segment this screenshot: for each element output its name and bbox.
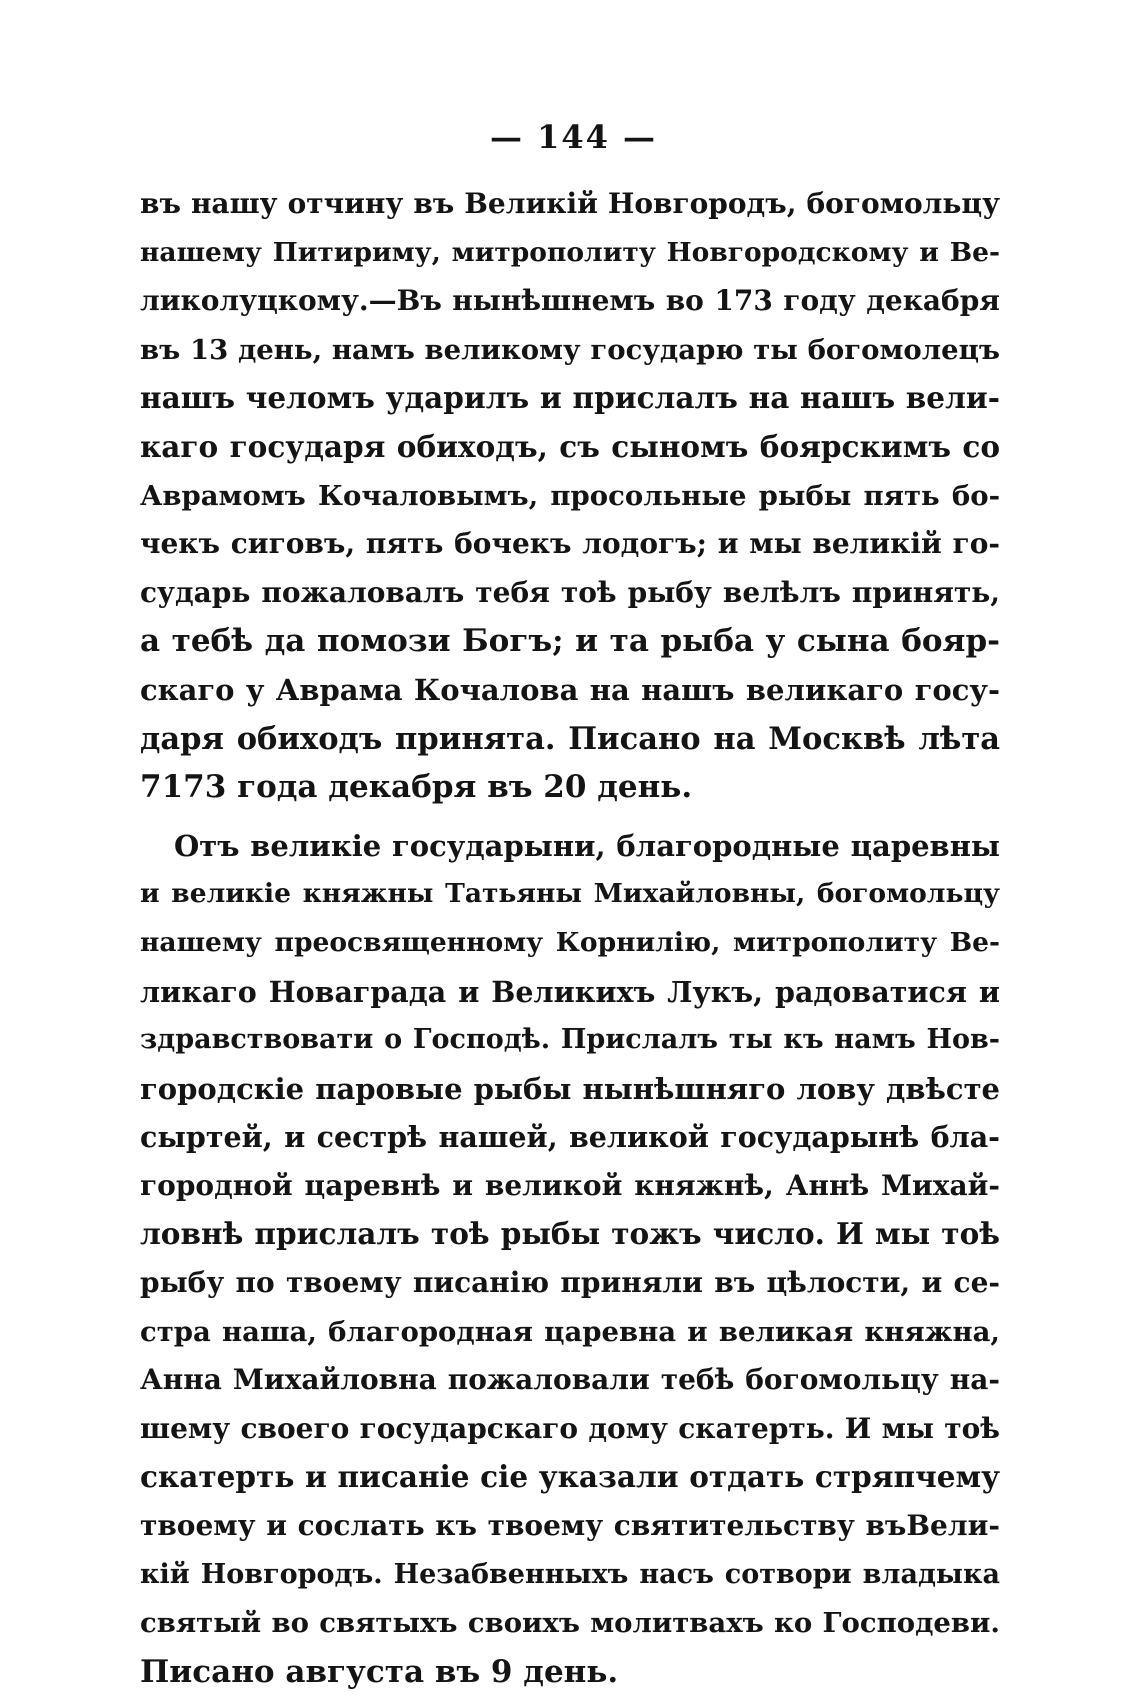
text-line: и великіе княжны Татьяны Михайловны, богомольцу [140, 878, 1000, 910]
paragraph-2 [140, 822, 1000, 1697]
text-line: даря обиходъ принята. Писано на Москвѣ лѣта [140, 720, 1000, 757]
page-number: — 144 — [489, 118, 658, 156]
text-line: сыртей, и сестрѣ нашей, великой государынѣ бла- [140, 1120, 1000, 1155]
text-line: нашъ челомъ ударилъ и прислалъ на нашъ вели- [140, 380, 1000, 416]
paragraph-spacer [140, 812, 1000, 822]
text-line: сударь пожаловалъ тебя тоѣ рыбу велѣлъ принять, [140, 575, 1000, 609]
text-line: въ нашу отчину въ Великій Новгородъ, богомольцу [140, 187, 1000, 220]
text-line: кій Новгородъ. Незабвенныхъ насъ сотвори владыка [140, 1558, 1000, 1590]
text-line: шему своего государскаго дому скатерть. И мы тоѣ [140, 1411, 1000, 1445]
text-line: Писано августа въ 9 день. [140, 1653, 619, 1690]
text-line: рыбу по твоему писанію приняли въ цѣлости, и се- [140, 1266, 1000, 1300]
text-line: городскіе паровые рыбы нынѣшняго лову двѣсте [140, 1071, 1000, 1106]
text-line: твоему и сослать къ твоему святительству въВели- [140, 1509, 1000, 1543]
text-line: ликолуцкому.—Въ нынѣшнемъ во 173 году декабря [140, 284, 1000, 318]
text-line: городной царевнѣ и великой княжнѣ, Аннѣ Михай- [140, 1168, 1000, 1202]
text-line: ловнѣ прислалъ тоѣ рыбы тожъ число. И мы тоѣ [140, 1216, 1000, 1252]
text-line: стра наша, благородная царевна и великая княжна, [140, 1315, 1000, 1348]
text-line: святый во святыхъ своихъ молитвахъ ко Господеви. [140, 1607, 1000, 1640]
paragraph-1 [140, 180, 1000, 812]
page-text [140, 180, 1000, 1696]
text-line: ликаго Новаграда и Великихъ Лукъ, радоватися и [140, 974, 1000, 1009]
text-line: въ 13 день, намъ великому государю ты богомолецъ [140, 333, 1000, 366]
text-line: здравствовати о Господѣ. Прислалъ ты къ намъ Нов- [140, 1024, 1000, 1056]
text-line: нашему Питириму, митрополиту Новгородскому и Ве- [140, 236, 1000, 268]
text-line: нашему преосвященному Корнилію, митрополиту Ве- [140, 926, 1000, 958]
text-line: скатерть и писаніе сіе указали отдать стряпчему [140, 1459, 1000, 1495]
text-line: Анна Михайловна пожаловали тебѣ богомольцу на- [140, 1363, 1000, 1397]
text-line: 7173 года декабря въ 20 день. [140, 769, 693, 806]
text-line: Отъ великіе государыни, благородные царевны [174, 828, 1000, 863]
text-line: каго государя обиходъ, съ сыномъ боярскимъ со [140, 428, 1000, 464]
text-line: Аврамомъ Кочаловымъ, просольные рыбы пять бо- [140, 479, 1000, 512]
text-line: скаго у Аврама Кочалова на нашъ великаго госу- [140, 672, 1000, 707]
text-line: чекъ сиговъ, пять бочекъ лодогъ; и мы великій го- [140, 527, 1000, 561]
text-line: а тебѣ да помози Богъ; и та рыба у сына бояр- [140, 623, 1000, 660]
